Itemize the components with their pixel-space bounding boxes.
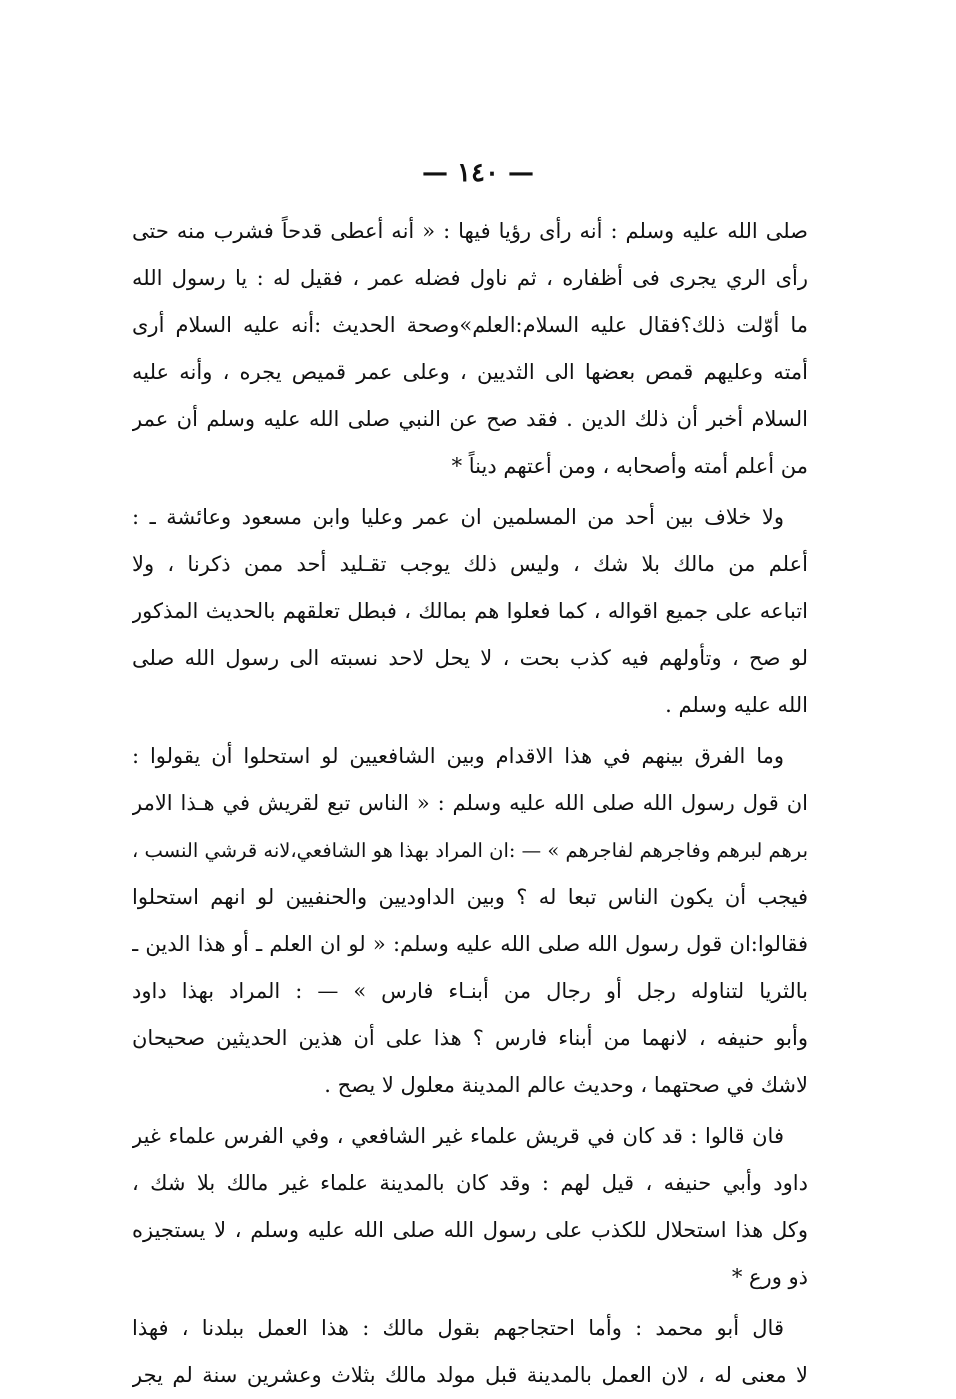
text-line: لاشك في صحتهما ، وحديث عالم المدينة معلول لا يصح . xyxy=(324,1073,808,1097)
paragraph xyxy=(132,1305,808,1399)
text-line: ما أوّلت ذلك؟فقال عليه السلام:العلم»وصحة الحديث :أنه عليه السلام أرى xyxy=(132,313,808,337)
paragraph xyxy=(132,1113,808,1301)
text-line: فقالوا:ان قول رسول الله صلى الله عليه وسلم: « لو ان العلم ـ أو هذا الدين ـ xyxy=(132,932,808,956)
text-line: برهم لبرهم وفاجرهم لفاجرهم » — :ان المراد بهذا هو الشافعي،لانه قرشي النسب ، xyxy=(132,839,808,862)
page-number: — ١٤٠ — xyxy=(421,158,535,188)
text-line: فيجب أن يكون الناس تبعا له ؟ وبين الداوديين والحنفيين لو انهم استحلوا xyxy=(132,885,808,909)
body-text xyxy=(132,208,808,1399)
text-line: ذو ورع * xyxy=(731,1265,808,1289)
text-line: داود وأبي حنيفه ، قيل لهم : وقد كان بالمدينة علماء غير مالك بلا شك ، xyxy=(132,1171,808,1195)
text-line: السلام أخبر أن ذلك الدين . فقد صح عن النبي صلى الله عليه وسلم أن عمر xyxy=(132,407,808,431)
text-line: صلى الله عليه وسلم : أنه رأى رؤيا فيها : « أنه أعطى قدحاً فشرب منه حتى xyxy=(132,219,808,243)
text-line: ان قول رسول الله صلى الله عليه وسلم : « الناس تبع لقريش في هـذا الامر xyxy=(132,791,808,815)
text-line: وكل هذا استحلال للكذب على رسول الله صلى الله عليه وسلم ، لا يستجيزه xyxy=(132,1218,808,1242)
text-line: من أعلم أمته وأصحابه ، ومن أعتهم ديناً * xyxy=(451,454,808,478)
paragraph xyxy=(132,494,808,729)
text-line: الله عليه وسلم . xyxy=(665,693,808,717)
text-line: قال أبو محمد : وأما احتجاجهم بقول مالك : هذا العمل ببلدنا ، فهذا xyxy=(132,1316,784,1340)
text-line: بالثريا لتناوله رجل أو رجال من أبنـاء فارس » — : المراد بهذا داود xyxy=(132,979,808,1003)
text-line: لو صح ، وتأولهم فيه كذب بحت ، لا يحل لاحد نسبته الى رسول الله صلى xyxy=(132,646,808,670)
text-line: ولا خلاف بين أحد من المسلمين ان عمر وعليا وابن مسعود وعائشة ـ : xyxy=(132,505,784,529)
text-line: لا معنى له ، لان العمل بالمدينة قبل مولد مالك بثلاث وعشرين سنة لم يجر xyxy=(132,1363,808,1387)
text-line: وما الفرق بينهم في هذا الاقدام وبين الشافعيين لو استحلوا أن يقولوا : xyxy=(132,744,784,768)
text-line: فان قالوا : قد كان في قريش علماء غير الشافعي ، وفي الفرس علماء غير xyxy=(132,1124,784,1148)
text-line: رأى الري يجرى فى أظفاره ، ثم ناول فضله عمر ، فقيل له : يا رسول الله xyxy=(132,266,808,290)
text-line: اتباعه على جميع اقواله ، كما فعلوا هم بمالك ، فبطل تعلقهم بالحديث المذكور xyxy=(132,599,808,623)
text-line: وأبو حنيفه ، لانهما من أبناء فارس ؟ هذا على أن هذين الحديثين صحيحان xyxy=(132,1026,808,1050)
text-line: أمته وعليهم قمص بعضها الى الثديين ، وعلى عمر قميص يجره ، وأنه عليه xyxy=(132,360,808,384)
paragraph xyxy=(132,208,808,490)
text-line: أعلم من مالك بلا شك ، وليس ذلك يوجب تقـليد أحد ممن ذكرنا ، ولا xyxy=(132,552,808,576)
paragraph xyxy=(132,733,808,1109)
